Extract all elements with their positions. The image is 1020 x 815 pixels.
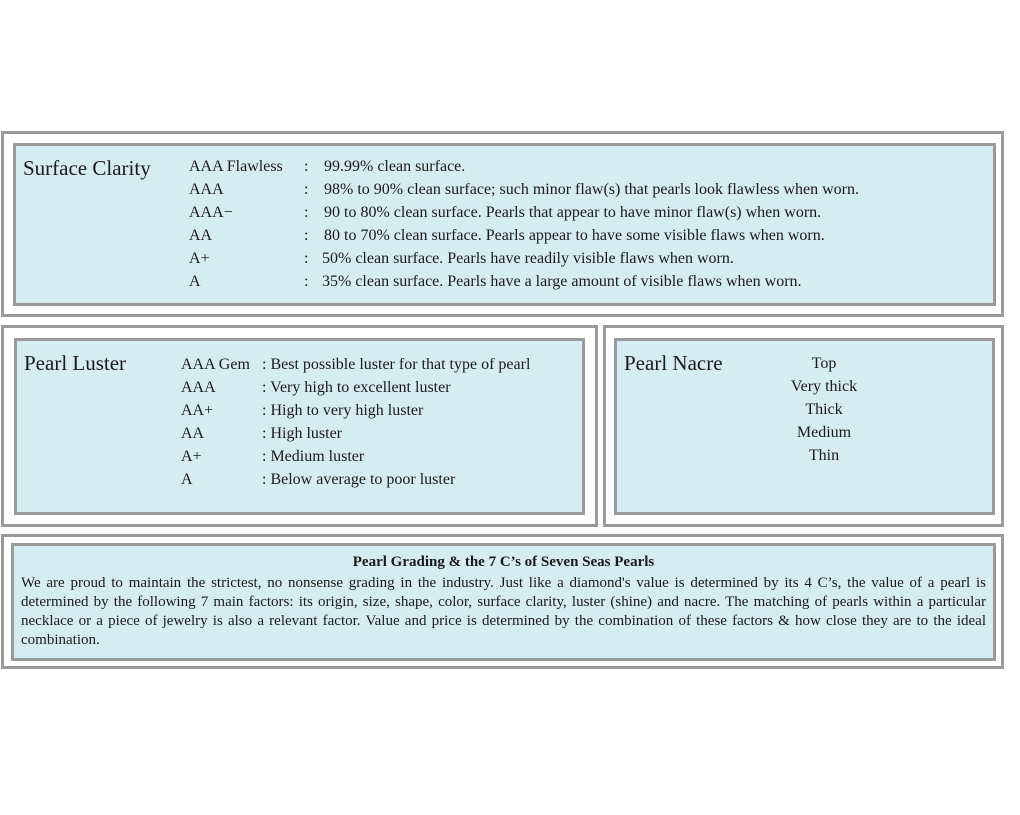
pearl-luster-title: Pearl Luster <box>24 351 127 375</box>
clarity-description: 99.99% clean surface. <box>324 158 466 175</box>
clarity-description: 90 to 80% clean surface. Pearls that appear to have minor flaw(s) when worn. <box>324 204 822 221</box>
luster-description: : High luster <box>262 425 342 442</box>
clarity-separator: : <box>304 250 309 267</box>
surface-clarity-panel <box>13 143 996 306</box>
clarity-description: 80 to 70% clean surface. Pearls appear to have some visible flaws when worn. <box>324 227 825 244</box>
luster-description: : Very high to excellent luster <box>262 379 451 396</box>
nacre-level: Medium <box>796 424 852 441</box>
clarity-separator: : <box>304 227 309 244</box>
clarity-grade: AAA− <box>189 204 233 221</box>
surface-clarity-title: Surface Clarity <box>23 156 151 180</box>
luster-description: : High to very high luster <box>262 402 424 419</box>
clarity-grade: A <box>189 273 201 290</box>
luster-grade: A+ <box>181 448 202 465</box>
luster-grade: AA <box>181 425 205 442</box>
luster-description: : Medium luster <box>262 448 365 465</box>
nacre-level: Very thick <box>790 378 858 395</box>
nacre-level: Top <box>811 355 837 372</box>
clarity-separator: : <box>304 273 309 290</box>
clarity-description: 50% clean surface. Pearls have readily visible flaws when worn. <box>322 250 734 267</box>
luster-description: : Best possible luster for that type of pearl <box>262 356 531 373</box>
clarity-description: 35% clean surface. Pearls have a large amount of visible flaws when worn. <box>322 273 802 290</box>
pearl-nacre-panel <box>614 338 995 515</box>
clarity-description: 98% to 90% clean surface; such minor flaw(s) that pearls look flawless when worn. <box>324 181 859 198</box>
luster-grade: AAA <box>181 379 216 396</box>
clarity-grade: AA <box>189 227 213 244</box>
luster-grade: A <box>181 471 193 488</box>
luster-grade: AAA Gem <box>181 356 250 373</box>
grading-info-body: We are proud to maintain the strictest, no nonsense grading in the industry. Just like a diamond's value is determined by its 4 C’s, the value of a pearl is determined by the following 7 main factors: its origin, size, shape, color, surface clarity, luster (shine) and nacre. The matching of pearls within a particular necklace or a piece of jewelry is also a relevant factor. Value and price is determined by the combination of these factors & how close they are to the ideal combination. <box>21 575 986 648</box>
nacre-level: Thick <box>805 401 843 418</box>
clarity-separator: : <box>304 204 309 221</box>
grading-info-title: Pearl Grading & the 7 C’s of Seven Seas Pearls <box>352 554 655 570</box>
clarity-grade: A+ <box>189 250 210 267</box>
grading-info-panel <box>11 543 996 661</box>
nacre-level: Thin <box>808 447 840 464</box>
luster-grade: AA+ <box>181 402 214 419</box>
luster-description: : Below average to poor luster <box>262 471 456 488</box>
clarity-separator: : <box>304 158 309 175</box>
pearl-nacre-title: Pearl Nacre <box>624 351 723 375</box>
clarity-separator: : <box>304 181 309 198</box>
clarity-grade: AAA Flawless <box>189 158 283 175</box>
pearl-luster-panel <box>14 338 585 515</box>
clarity-grade: AAA <box>189 181 224 198</box>
